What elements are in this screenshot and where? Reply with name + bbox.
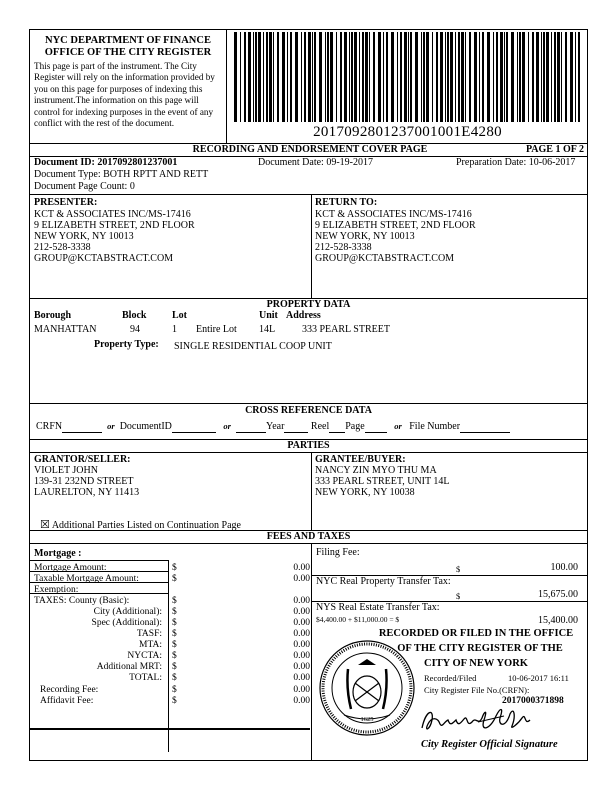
- notice-title-line2: OFFICE OF THE CITY REGISTER: [44, 47, 212, 58]
- barcode-bar: [500, 32, 503, 122]
- barcode-bar: [351, 32, 353, 122]
- preparation-date-value: 10-06-2017: [528, 157, 576, 168]
- fee-currency: $: [172, 662, 177, 672]
- recorded-line3: CITY OF NEW YORK: [424, 658, 528, 669]
- barcode-bar: [340, 32, 342, 122]
- grantor-line: LAURELTON, NY 11413: [34, 487, 140, 498]
- barcode-bar: [506, 32, 508, 122]
- barcode-bar: [578, 32, 580, 122]
- fee-row: [34, 574, 310, 585]
- barcode-bar: [474, 32, 477, 122]
- property-block: 94: [130, 324, 140, 335]
- fee-amount: 0.00: [293, 673, 310, 683]
- or-label: or: [107, 421, 115, 431]
- fee-row: [34, 629, 310, 640]
- barcode-bar: [546, 32, 549, 122]
- barcode-bar: [536, 32, 539, 122]
- year-label: Year: [265, 421, 285, 432]
- fee-currency: $: [172, 685, 177, 695]
- barcode-bar: [301, 32, 302, 122]
- notice-title: [34, 35, 222, 59]
- barcode-bar: [273, 32, 274, 122]
- file-number-label: File Number: [409, 421, 461, 432]
- additional-parties-text: Additional Parties Listed on Continuation Page: [51, 520, 241, 531]
- fee-currency: $: [172, 607, 177, 617]
- barcode-bar: [290, 32, 292, 122]
- fee-currency: $: [172, 651, 177, 661]
- barcode-bar: [330, 32, 333, 122]
- barcode-bar: [312, 32, 313, 122]
- fee-label: Taxable Mortgage Amount:: [34, 574, 139, 584]
- fee-amount: 0.00: [293, 685, 310, 695]
- grantee-line: NANCY ZIN MYO THU MA: [315, 465, 437, 476]
- barcode-bar: [258, 32, 261, 122]
- barcode-bar: [319, 32, 322, 122]
- barcode-image: [232, 32, 583, 124]
- fee-label: NYCTA:: [127, 651, 162, 661]
- barcode-bar: [575, 32, 576, 122]
- reel-blank: [329, 421, 345, 433]
- return-to-line: 212-528-3338: [315, 242, 372, 253]
- notice-divider: [226, 29, 227, 143]
- fee-currency: $: [172, 596, 177, 606]
- divider: [29, 194, 588, 195]
- property-header-block: Block: [122, 310, 147, 321]
- document-page-count: [34, 181, 135, 192]
- fee-amount: 0.00: [293, 574, 310, 584]
- fee-amount: 0.00: [293, 662, 310, 672]
- fee-label: Mortgage Amount:: [34, 563, 107, 573]
- property-header-unit: Unit: [259, 310, 278, 321]
- barcode-bar: [383, 32, 384, 122]
- property-type-label: Property Type:: [94, 339, 159, 350]
- barcode-bar: [554, 32, 556, 122]
- document-info: [34, 157, 177, 168]
- barcode-bar: [248, 32, 251, 122]
- barcode-bar: [461, 32, 464, 122]
- barcode-bar: [400, 32, 402, 122]
- barcode-bar: [482, 32, 484, 122]
- presenter-line: NEW YORK, NY 10013: [34, 231, 134, 242]
- barcode-bar: [349, 32, 350, 122]
- grantor-line: VIOLET JOHN: [34, 465, 98, 476]
- barcode-bar: [336, 32, 337, 122]
- barcode-bar: [517, 32, 518, 122]
- document-id: 2017092801237001: [97, 157, 178, 168]
- barcode-bar: [362, 32, 364, 122]
- preparation-date-label: Preparation Date:: [456, 157, 527, 168]
- fee-amount: 0.00: [293, 618, 310, 628]
- nys-transfer-tax-calculation: $4,400.00 + $11,000.00 = $: [316, 615, 400, 624]
- nys-transfer-tax-amount: 15,400.00: [538, 615, 578, 626]
- page-number: PAGE 1 OF 2: [525, 144, 584, 155]
- barcode-bar: [354, 32, 357, 122]
- fee-label: TAXES: County (Basic):: [34, 596, 130, 606]
- barcode-bar: [359, 32, 360, 122]
- document-date-label: Document Date:: [258, 157, 324, 168]
- fee-label: City (Additional):: [93, 607, 162, 617]
- barcode-number: 2017092801237001001E4280: [313, 124, 502, 140]
- fee-amount: 0.00: [293, 696, 310, 706]
- fee-row: [34, 662, 310, 673]
- page-label: Page: [345, 421, 365, 432]
- fee-label: Exemption:: [34, 585, 79, 595]
- return-to-line: GROUP@KCTABSTRACT.COM: [315, 253, 455, 264]
- fee-amount: 0.00: [293, 629, 310, 639]
- barcode-bar: [469, 32, 471, 122]
- barcode-bar: [561, 32, 562, 122]
- fee-currency: $: [172, 563, 177, 573]
- grantor-info: [34, 465, 139, 498]
- fee-row: [34, 685, 310, 696]
- crfn-label: CRFN: [36, 421, 63, 432]
- property-lot: 1: [172, 324, 177, 335]
- recorded-filed-label: Recorded/Filed: [424, 673, 477, 683]
- signature-caption: City Register Official Signature: [421, 739, 558, 750]
- recorded-filed-date: 10-06-2017 16:11: [508, 673, 569, 683]
- reel-pre-blank: [284, 421, 308, 433]
- presenter-line: 9 ELIZABETH STREET, 2ND FLOOR: [34, 220, 195, 231]
- barcode-bar: [423, 32, 425, 122]
- barcode-bar: [479, 32, 480, 122]
- presenter-line: 212-528-3338: [34, 242, 91, 253]
- filing-fee-amount: 100.00: [550, 562, 578, 573]
- property-unit: 14L: [259, 324, 276, 335]
- barcode-bar: [543, 32, 545, 122]
- fee-total-line: [30, 728, 310, 730]
- property-header-borough: Borough: [34, 310, 72, 321]
- barcode-bar: [570, 32, 573, 122]
- document-date-value: 09-19-2017: [326, 157, 373, 168]
- barcode-bar: [415, 32, 418, 122]
- barcode-bar: [450, 32, 453, 122]
- property-borough: MANHATTAN: [34, 324, 97, 335]
- return-to-line: NEW YORK, NY 10013: [315, 231, 415, 242]
- barcode-bar: [344, 32, 347, 122]
- barcode-bar: [408, 32, 409, 122]
- presenter-line: GROUP@KCTABSTRACT.COM: [34, 253, 174, 264]
- fee-row-line: [30, 582, 169, 583]
- fee-amount: 0.00: [293, 596, 310, 606]
- return-to-address: [315, 209, 476, 264]
- barcode-bar: [410, 32, 412, 122]
- barcode-bar: [327, 32, 329, 122]
- or-label: or: [223, 421, 231, 431]
- nyc-transfer-tax-currency: $: [456, 591, 461, 601]
- fee-currency: $: [172, 640, 177, 650]
- fee-amount: 0.00: [293, 651, 310, 661]
- fee-currency: $: [172, 574, 177, 584]
- divider: [29, 543, 588, 544]
- fee-label: TASF:: [136, 629, 162, 639]
- official-signature-image: [418, 704, 558, 736]
- fee-row-line: [30, 593, 169, 594]
- document-type-label: Document Type:: [34, 169, 101, 180]
- property-header-address: Address: [286, 310, 321, 321]
- barcode-bar: [445, 32, 446, 122]
- fee-row: [34, 640, 310, 651]
- additional-parties-checkbox[interactable]: ☒: [40, 518, 50, 531]
- barcode-bar: [458, 32, 460, 122]
- barcode-bar: [421, 32, 422, 122]
- page-count-label: Document Page Count:: [34, 181, 128, 192]
- fee-column-divider: [168, 560, 169, 752]
- barcode-bar: [541, 32, 542, 122]
- property-address: 333 PEARL STREET: [302, 324, 390, 335]
- barcode-bar: [565, 32, 567, 122]
- crfn-label: City Register File No.(CRFN):: [424, 685, 530, 695]
- barcode-bar: [369, 32, 370, 122]
- notice-title-line1: NYC DEPARTMENT OF FINANCE: [45, 35, 211, 46]
- barcode-bar: [240, 32, 241, 122]
- property-header-lot: Lot: [172, 310, 187, 321]
- property-type: SINGLE RESIDENTIAL COOP UNIT: [174, 341, 332, 352]
- barcode-bar: [532, 32, 534, 122]
- property-lot-type: Entire Lot: [196, 324, 237, 335]
- year-blank: [236, 421, 266, 433]
- return-to-label: RETURN TO:: [315, 197, 378, 208]
- fee-currency: $: [172, 696, 177, 706]
- grantor-line: 139-31 232ND STREET: [34, 476, 134, 487]
- barcode-bar: [253, 32, 254, 122]
- nyc-transfer-tax-amount: 15,675.00: [538, 589, 578, 600]
- fee-row-line: [30, 560, 169, 561]
- mortgage-label: Mortgage :: [34, 548, 82, 559]
- barcode-bar: [391, 32, 394, 122]
- fee-currency: $: [172, 618, 177, 628]
- divider: [311, 452, 312, 530]
- barcode-bar: [432, 32, 433, 122]
- barcode-bar: [269, 32, 272, 122]
- property-data-title: PROPERTY DATA: [266, 299, 351, 310]
- nyc-transfer-tax-label: NYC Real Property Transfer Tax:: [316, 576, 451, 587]
- return-to-line: 9 ELIZABETH STREET, 2ND FLOOR: [315, 220, 476, 231]
- grantee-line: NEW YORK, NY 10038: [315, 487, 415, 498]
- barcode-bar: [511, 32, 514, 122]
- barcode-bar: [455, 32, 456, 122]
- barcode-bar: [504, 32, 505, 122]
- presenter-line: KCT & ASSOCIATES INC/MS-17416: [34, 209, 191, 220]
- fee-amount: 0.00: [293, 563, 310, 573]
- barcode-bar: [295, 32, 298, 122]
- barcode-bar: [386, 32, 388, 122]
- barcode-bar: [493, 32, 494, 122]
- fee-row: [34, 651, 310, 662]
- fee-label: Additional MRT:: [96, 662, 162, 672]
- parties-title: PARTIES: [287, 440, 330, 451]
- divider: [29, 452, 588, 453]
- nys-transfer-tax-label: NYS Real Estate Transfer Tax:: [316, 602, 440, 613]
- document-type-value: BOTH RPTT AND RETT: [103, 169, 209, 180]
- barcode-bar: [519, 32, 521, 122]
- document-id-blank: [172, 421, 216, 433]
- recorded-line1: RECORDED OR FILED IN THE OFFICE: [378, 628, 574, 639]
- fee-row-line: [30, 571, 169, 572]
- notice-body: This page is part of the instrument. The City Register will rely on the information provided by you on this page for purposes of indexing this instrument.The information on this page will control for indexing purposes in the event of any conflict with the rest of the document.: [34, 61, 215, 129]
- document-date: [258, 157, 373, 168]
- cross-reference-row: [36, 421, 510, 433]
- fee-row: [34, 563, 310, 574]
- preparation-date: [456, 157, 575, 168]
- barcode-bar: [426, 32, 429, 122]
- grantor-label: GRANTOR/SELLER:: [34, 454, 131, 465]
- barcode-bar: [551, 32, 552, 122]
- barcode-bar: [465, 32, 466, 122]
- crfn-blank: [62, 421, 102, 433]
- barcode-bar: [522, 32, 525, 122]
- grantee-label: GRANTEE/BUYER:: [315, 454, 406, 465]
- reel-label: Reel: [310, 421, 330, 432]
- crfn-number: 2017000371898: [502, 696, 564, 706]
- fee-label: Affidavit Fee:: [40, 696, 94, 706]
- fee-amount: 0.00: [293, 640, 310, 650]
- file-number-blank: [460, 421, 510, 433]
- divider: [29, 403, 588, 404]
- presenter-address: [34, 209, 195, 264]
- fee-row: [34, 618, 310, 629]
- seal-year: 1625: [360, 716, 374, 723]
- barcode-bar: [325, 32, 326, 122]
- barcode-bar: [365, 32, 368, 122]
- city-seal-image: [318, 639, 416, 737]
- barcode-bar: [263, 32, 264, 122]
- barcode-bar: [244, 32, 246, 122]
- fee-row: [34, 596, 310, 607]
- barcode-bar: [314, 32, 316, 122]
- fees-title: FEES AND TAXES: [266, 531, 351, 542]
- barcode-bar: [440, 32, 443, 122]
- barcode-bar: [487, 32, 490, 122]
- barcode-bar: [436, 32, 438, 122]
- recorded-line2: OF THE CITY REGISTER OF THE: [397, 643, 563, 654]
- barcode-bar: [266, 32, 268, 122]
- barcode-bar: [404, 32, 407, 122]
- fee-row: [34, 607, 310, 618]
- fee-amount: 0.00: [293, 607, 310, 617]
- fee-currency: $: [172, 629, 177, 639]
- cover-page-title: RECORDING AND ENDORSEMENT COVER PAGE: [192, 144, 428, 155]
- divider: [311, 194, 312, 298]
- page-count-value: 0: [129, 181, 135, 192]
- fee-row: [34, 673, 310, 684]
- fee-label: Recording Fee:: [40, 685, 99, 695]
- or-label: or: [394, 421, 402, 431]
- barcode-bar: [378, 32, 381, 122]
- barcode-bar: [373, 32, 375, 122]
- fee-label: MTA:: [139, 640, 162, 650]
- filing-fee-label: Filing Fee:: [316, 547, 360, 558]
- grantee-info: [315, 465, 450, 498]
- barcode-bar: [277, 32, 279, 122]
- fee-row: [34, 696, 310, 707]
- barcode-bar: [397, 32, 398, 122]
- barcode-bar: [496, 32, 498, 122]
- barcode-bar: [447, 32, 449, 122]
- fee-row: [34, 585, 304, 596]
- document-id-label: Document ID:: [34, 157, 95, 168]
- barcode-bar: [528, 32, 529, 122]
- barcode-bar: [304, 32, 306, 122]
- barcode-bar: [282, 32, 285, 122]
- fee-currency: $: [172, 673, 177, 683]
- document-id-ref-label: DocumentID: [119, 421, 172, 432]
- return-to-line: KCT & ASSOCIATES INC/MS-17416: [315, 209, 472, 220]
- fee-label: TOTAL:: [129, 673, 162, 683]
- cross-reference-title: CROSS REFERENCE DATA: [245, 405, 372, 416]
- barcode-bar: [234, 32, 237, 122]
- fee-label: Spec (Additional):: [91, 618, 162, 628]
- barcode-bar: [255, 32, 257, 122]
- barcode-bar: [557, 32, 560, 122]
- grantee-line: 333 PEARL STREET, UNIT 14L: [315, 476, 450, 487]
- barcode-bar: [308, 32, 311, 122]
- filing-fee-currency: $: [456, 564, 461, 574]
- barcode-bar: [287, 32, 288, 122]
- document-type: [34, 169, 208, 180]
- presenter-label: PRESENTER:: [34, 197, 98, 208]
- page-blank: [365, 421, 387, 433]
